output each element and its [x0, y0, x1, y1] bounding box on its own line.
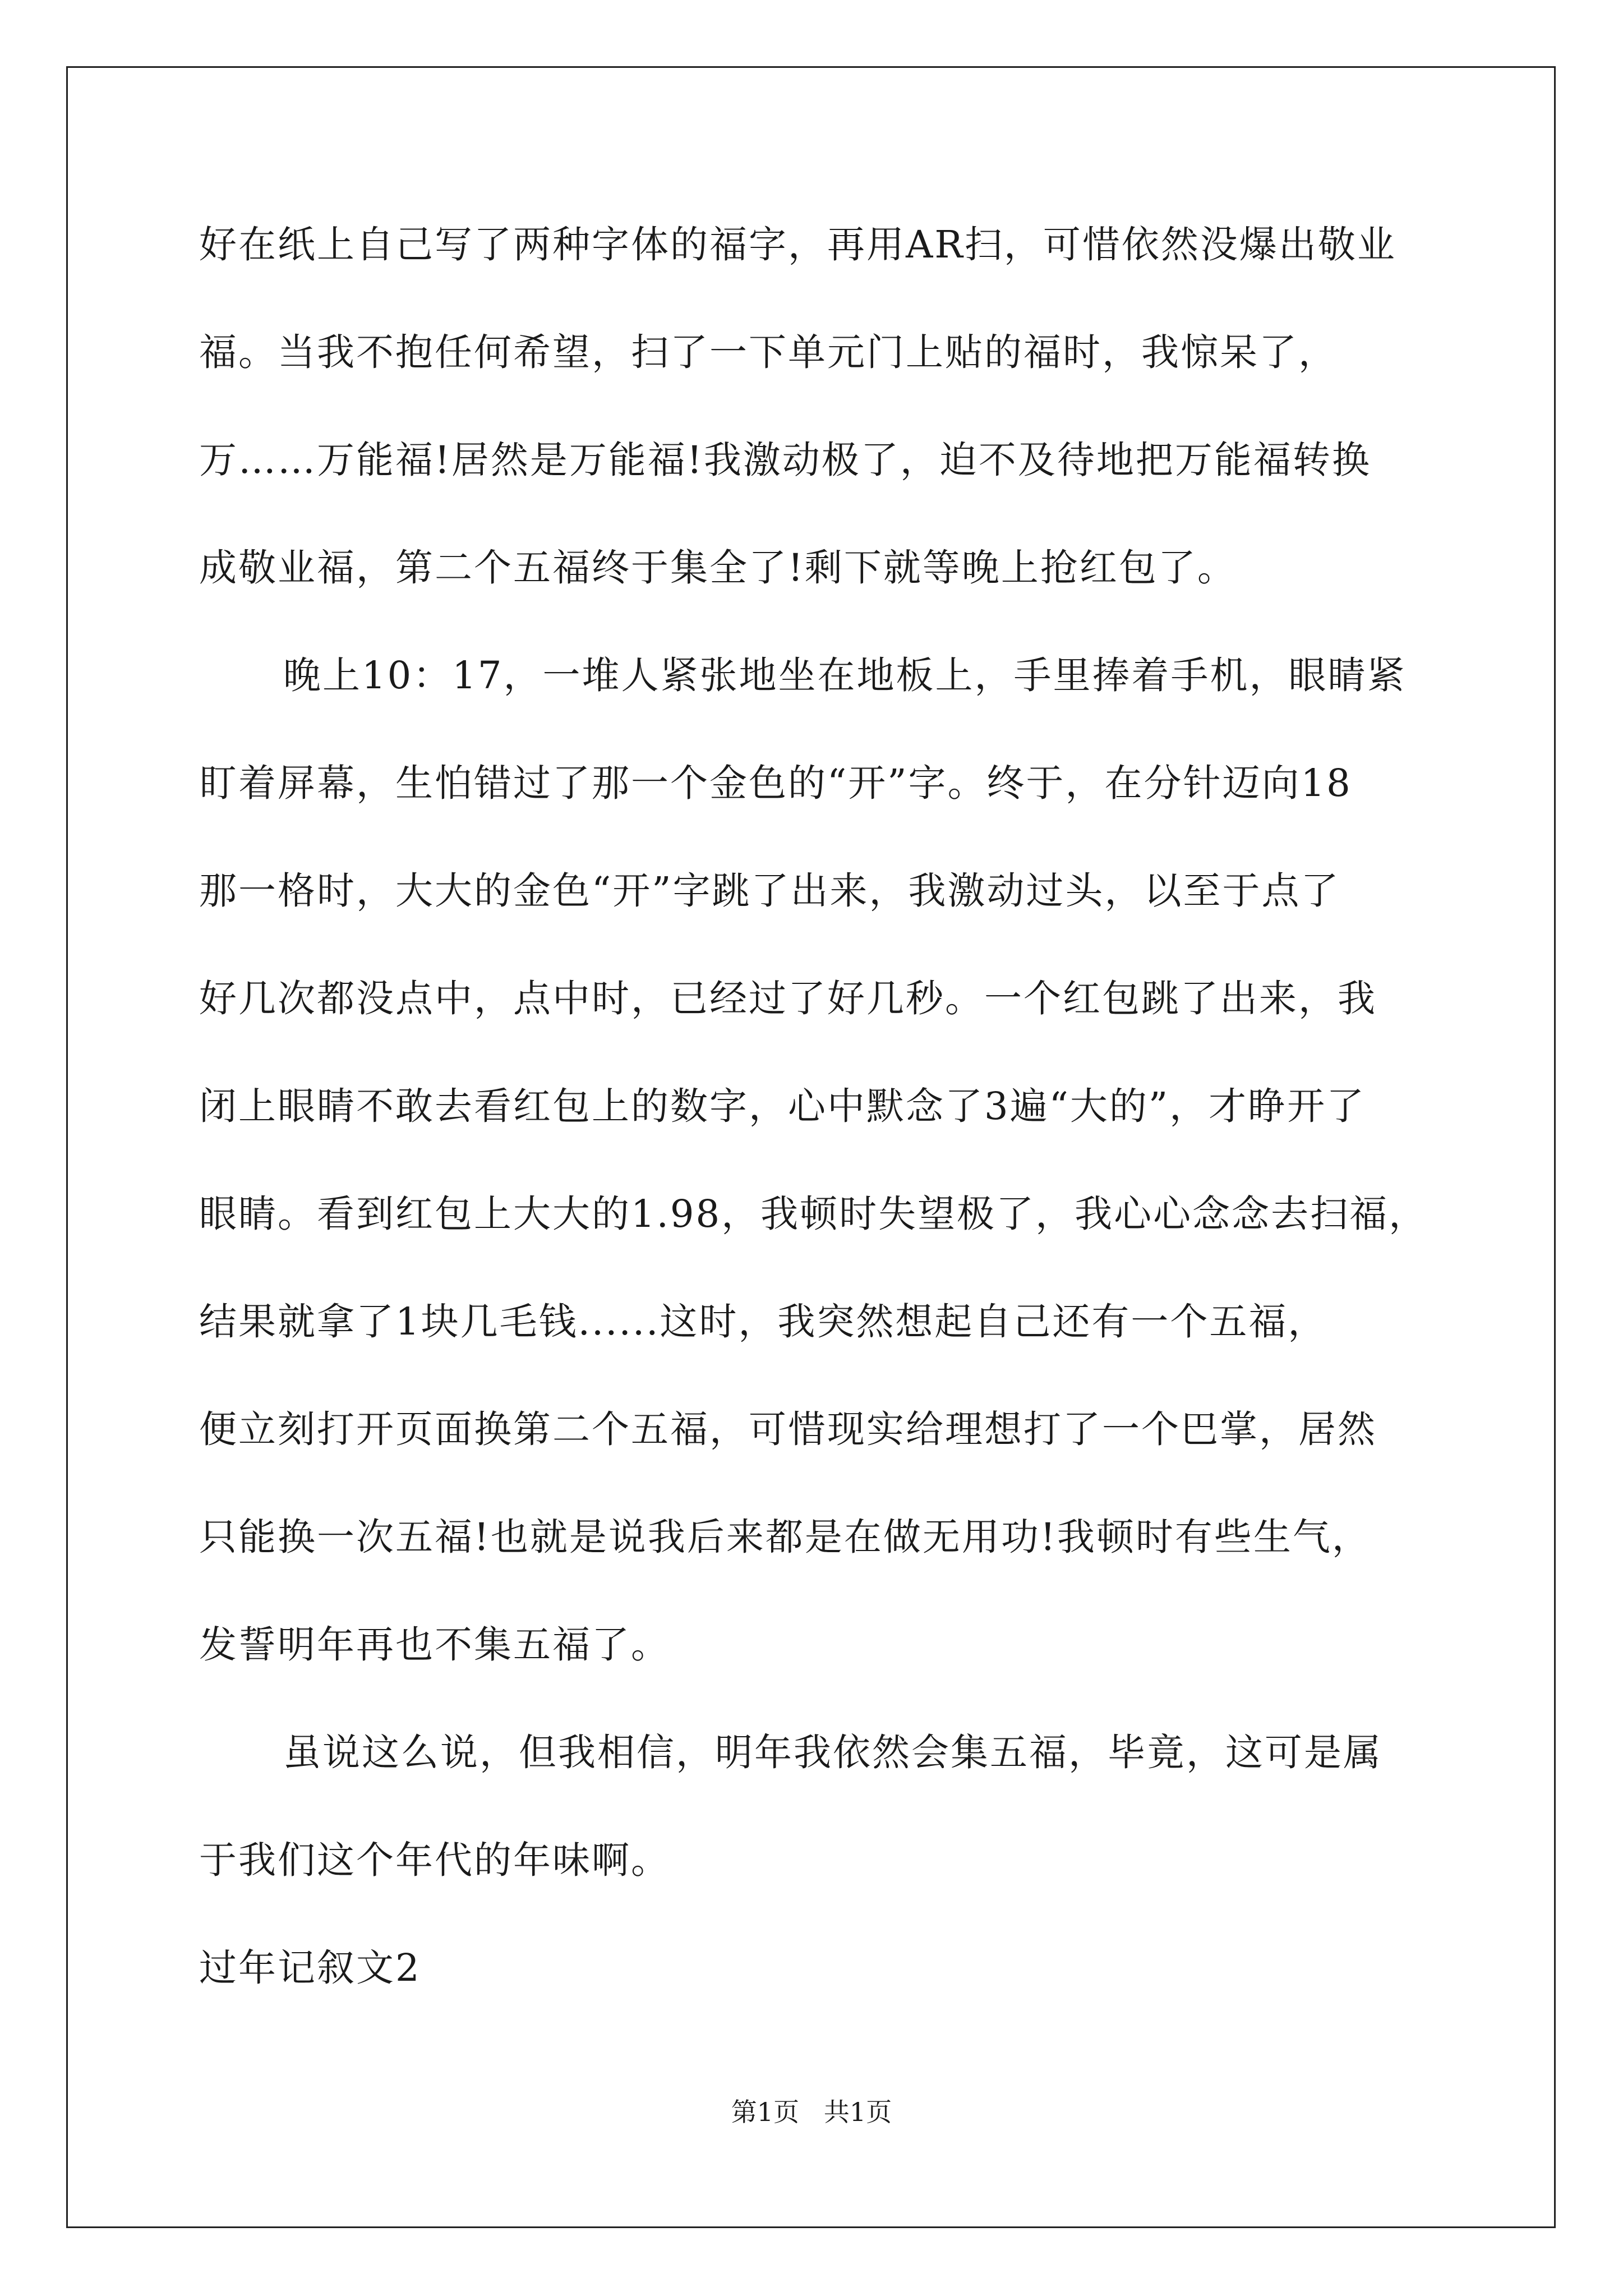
paragraph-line: 好几次都没点中，点中时，已经过了好几秒。一个红包跳了出来，我 — [199, 977, 1377, 1020]
paragraph-line: 发誓明年再也不集五福了。 — [199, 1623, 670, 1667]
paragraph-line: 好在纸上自己写了两种字体的福字，再用AR扫，可惜依然没爆出敬业 — [199, 223, 1396, 266]
page-footer: 第1页 共1页 — [731, 2097, 892, 2127]
paragraph-line: 盯着屏幕，生怕错过了那一个金色的“开”字。终于，在分针迈向18 — [199, 761, 1352, 805]
document-body — [199, 213, 1430, 2044]
paragraph-line: 眼睛。看到红包上大大的1.98，我顿时失望极了，我心心念念去扫福， — [199, 1192, 1428, 1236]
paragraph-line: 闭上眼睛不敢去看红包上的数字，心中默念了3遍“大的”，才睁开了 — [199, 1084, 1366, 1128]
paragraph-line: 于我们这个年代的年味啊。 — [199, 1838, 670, 1882]
paragraph-line: 虽说这么说，但我相信，明年我依然会集五福，毕竟，这可是属 — [283, 1731, 1382, 1774]
paragraph-line: 万……万能福!居然是万能福!我激动极了，迫不及待地把万能福转换 — [199, 438, 1371, 482]
paragraph-line: 结果就拿了1块几毛钱......这时，我突然想起自己还有一个五福， — [199, 1300, 1327, 1343]
paragraph-line: 便立刻打开页面换第二个五福，可惜现实给理想打了一个巴掌，居然 — [199, 1407, 1377, 1451]
paragraph-line: 成敬业福，第二个五福终于集全了!剩下就等晚上抢红包了。 — [199, 546, 1237, 590]
paragraph-line: 晚上10：17，一堆人紧张地坐在地板上，手里捧着手机，眼睛紧 — [283, 654, 1407, 697]
paragraph-line: 福。当我不抱任何希望，扫了一下单元门上贴的福时，我惊呆了， — [199, 330, 1338, 374]
section-heading: 过年记叙文2 — [199, 1946, 421, 1990]
paragraph-line: 那一格时，大大的金色“开”字跳了出来，我激动过头，以至于点了 — [199, 869, 1340, 913]
paragraph-line: 只能换一次五福!也就是说我后来都是在做无用功!我顿时有些生气， — [199, 1515, 1371, 1559]
